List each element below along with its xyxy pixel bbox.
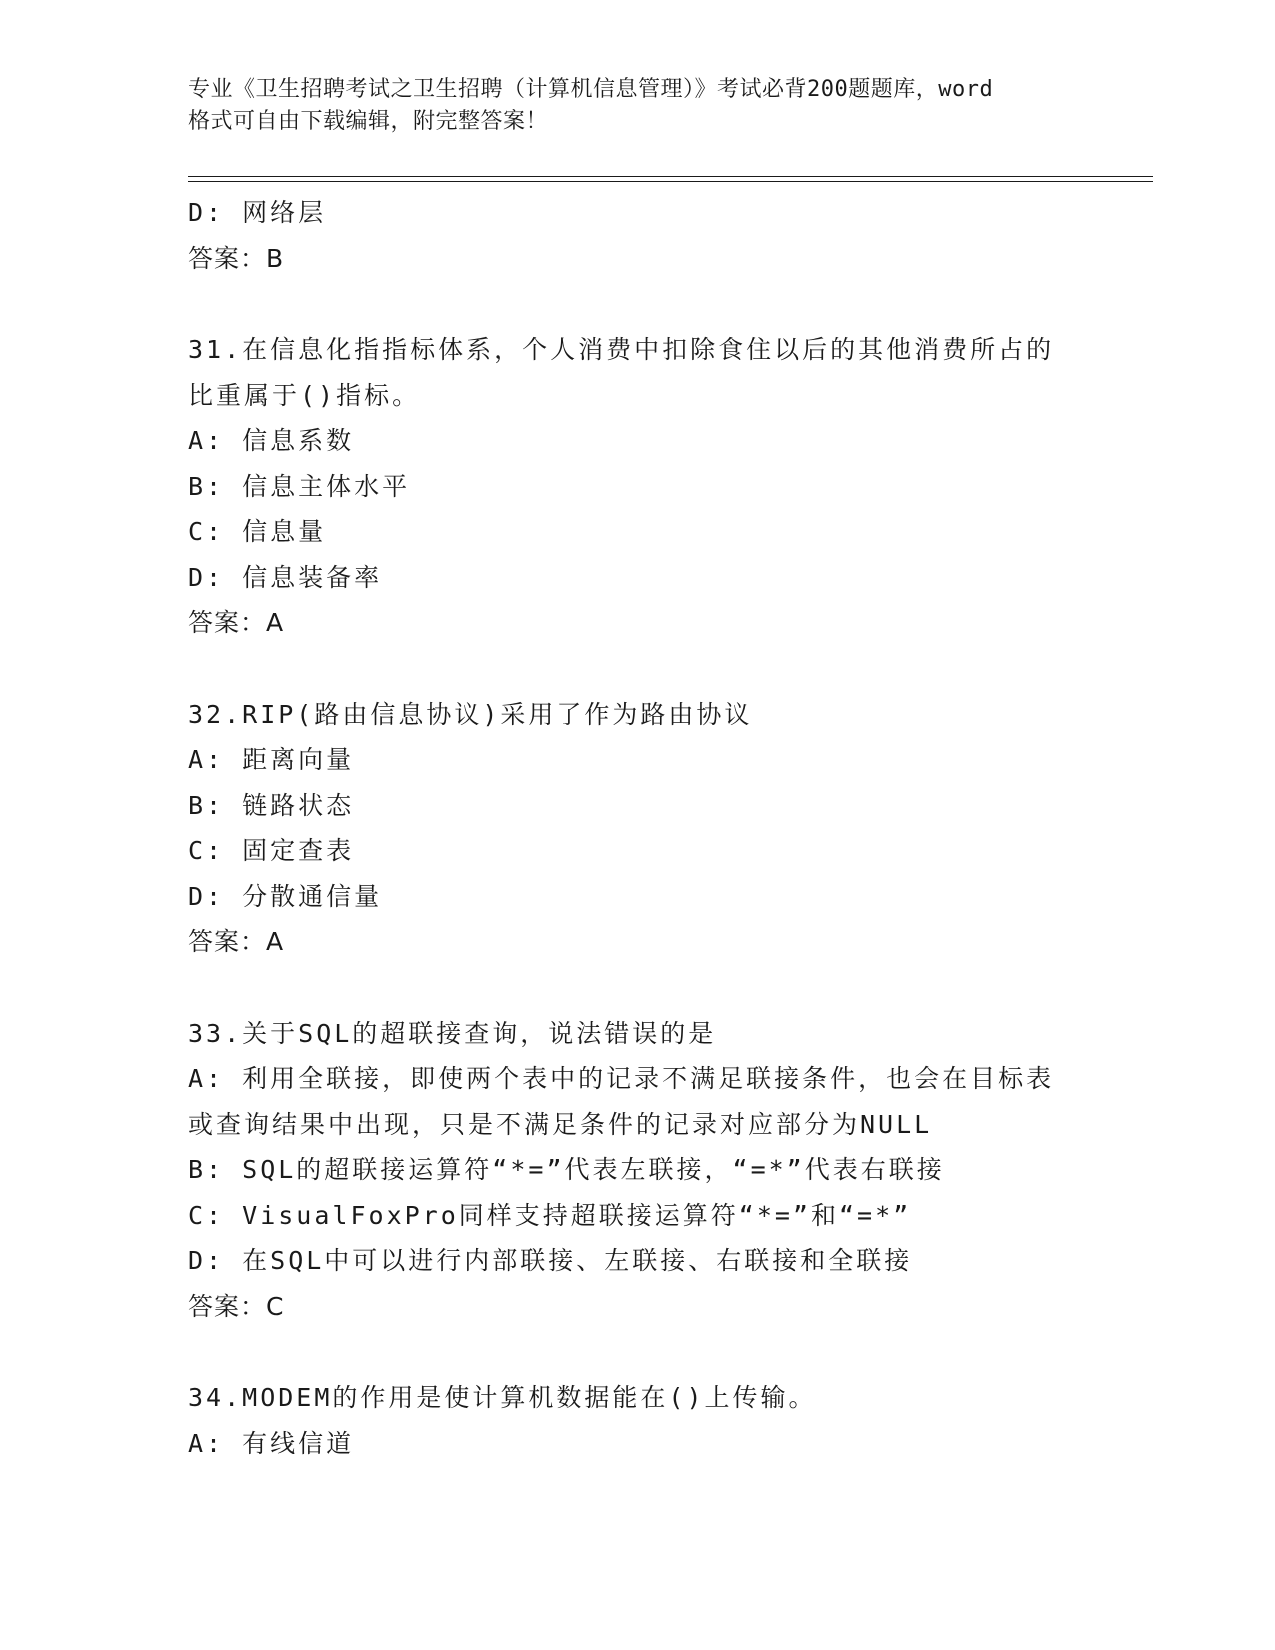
answer: 答案：A (188, 608, 285, 637)
question-text: 31.在信息化指指标体系，个人消费中扣除食住以后的其他消费所占的 (188, 335, 1055, 364)
header-divider-bottom (188, 181, 1153, 182)
option-c: C: VisualFoxPro同样支持超联接运算符“*=”和“=*” (188, 1200, 912, 1230)
option-a: A: 有线信道 (188, 1428, 355, 1458)
option-d: D: 在SQL中可以进行内部联接、左联接、右联接和全联接 (188, 1246, 913, 1275)
question-text-cont: 比重属于()指标。 (188, 380, 421, 410)
option-d: D: 网络层 (188, 198, 327, 227)
answer: 答案：A (188, 927, 285, 956)
question-block-34 (188, 1375, 1088, 1466)
option-a: A: 利用全联接，即使两个表中的记录不满足联接条件，也会在目标表 (188, 1064, 1055, 1093)
document-body (188, 190, 1088, 1466)
option-d: D: 分散通信量 (188, 881, 383, 911)
option-c: C: 信息量 (188, 517, 327, 546)
header-divider-top (188, 176, 1153, 177)
question-block-33 (188, 1011, 1088, 1330)
option-a-cont: 或查询结果中出现，只是不满足条件的记录对应部分为NULL (188, 1109, 933, 1139)
option-b: B: SQL的超联接运算符“*=”代表左联接，“=*”代表右联接 (188, 1155, 945, 1184)
question-block-31 (188, 327, 1088, 646)
option-a: A: 距离向量 (188, 745, 355, 774)
question-block-32 (188, 692, 1088, 965)
question-block-prev (188, 190, 1088, 281)
answer: 答案：C (188, 1291, 285, 1321)
answer: 答案：B (188, 243, 285, 273)
option-d: D: 信息装备率 (188, 562, 383, 592)
question-text: 32.RIP(路由信息协议)采用了作为路由协议 (188, 699, 753, 729)
option-b: B: 信息主体水平 (188, 471, 411, 501)
option-b: B: 链路状态 (188, 790, 355, 820)
spacer (188, 281, 1088, 327)
header-line-2: 格式可自由下载编辑，附完整答案！ (188, 109, 549, 134)
question-text: 34.MODEM的作用是使计算机数据能在()上传输。 (188, 1383, 817, 1412)
header-line-1: 专业《卫生招聘考试之卫生招聘（计算机信息管理）》考试必背200题题库，word (188, 77, 994, 102)
option-a: A: 信息系数 (188, 426, 355, 455)
question-text: 33.关于SQL的超联接查询，说法错误的是 (188, 1018, 717, 1048)
spacer (188, 646, 1088, 692)
option-c: C: 固定查表 (188, 836, 355, 865)
spacer (188, 965, 1088, 1011)
spacer (188, 1329, 1088, 1375)
document-header (188, 74, 1088, 138)
